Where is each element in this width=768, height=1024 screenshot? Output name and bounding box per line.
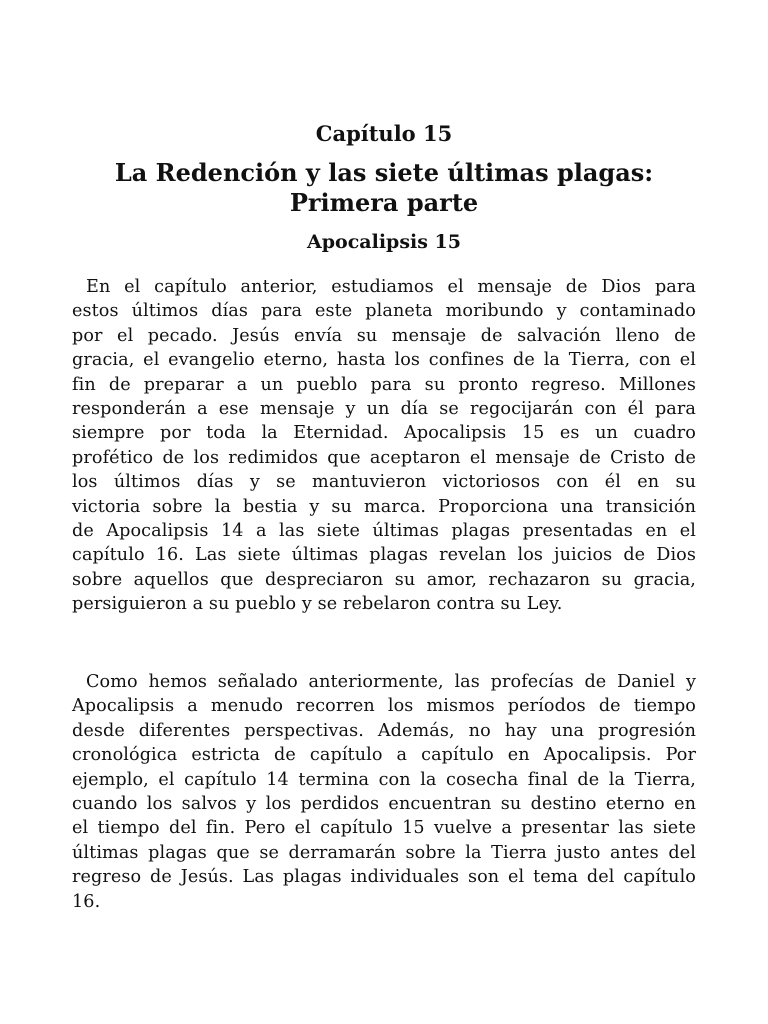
chapter-subtitle: Apocalipsis 15 bbox=[307, 231, 461, 253]
paragraph-line: gracia, el evangelio eterno, hasta los confines de la Tierra, con el bbox=[72, 350, 696, 371]
paragraph-line: 16. bbox=[72, 891, 101, 912]
paragraph-line: de Apocalipsis 14 a las siete últimas plagas presentadas en el bbox=[72, 521, 696, 542]
chapter-title-line: La Redención y las siete últimas plagas: bbox=[114, 158, 654, 187]
paragraph bbox=[72, 670, 696, 914]
paragraph-line: siempre por toda la Eternidad. Apocalipsis 15 es un cuadro bbox=[72, 423, 696, 444]
paragraph-line: cronológica estricta de capítulo a capítulo en Apocalipsis. Por bbox=[72, 745, 696, 766]
paragraph-line: sobre aquellos que despreciaron su amor, rechazaron su gracia, bbox=[72, 569, 696, 590]
paragraph-line: ejemplo, el capítulo 14 termina con la cosecha final de la Tierra, bbox=[72, 769, 696, 790]
paragraph-line: persiguieron a su pueblo y se rebelaron contra su Ley. bbox=[72, 594, 563, 615]
paragraph-line: últimas plagas que se derramarán sobre la Tierra justo antes del bbox=[72, 842, 696, 863]
paragraph-line: el tiempo del fin. Pero el capítulo 15 vuelve a presentar las siete bbox=[72, 818, 696, 839]
paragraph-line: En el capítulo anterior, estudiamos el mensaje de Dios para bbox=[86, 277, 696, 297]
paragraph-line: capítulo 16. Las siete últimas plagas revelan los juicios de Dios bbox=[72, 545, 696, 566]
paragraph-line: responderán a ese mensaje y un día se regocijarán con él para bbox=[72, 399, 696, 420]
chapter-title-line: Primera parte bbox=[289, 188, 479, 217]
paragraph-line: victoria sobre la bestia y su marca. Proporciona una transición bbox=[72, 496, 696, 517]
paragraph-line: fin de preparar a un pueblo para su pronto regreso. Millones bbox=[72, 374, 696, 395]
paragraph-line: los últimos días y se mantuvieron victoriosos con él en su bbox=[72, 472, 696, 493]
paragraph-line: profético de los redimidos que aceptaron el mensaje de Cristo de bbox=[72, 447, 696, 468]
paragraph-line: desde diferentes perspectivas. Además, no hay una progresión bbox=[72, 720, 696, 741]
paragraph-line: Como hemos señalado anteriormente, las profecías de Daniel y bbox=[86, 672, 696, 692]
chapter-label: Capítulo 15 bbox=[315, 121, 453, 146]
chapter-title bbox=[72, 158, 696, 218]
paragraph-line: estos últimos días para este planeta moribundo y contaminado bbox=[72, 301, 696, 322]
paragraph-line: regreso de Jesús. Las plagas individuales son el tema del capítulo bbox=[72, 867, 696, 888]
paragraph-line: cuando los salvos y los perdidos encuentran su destino eterno en bbox=[72, 794, 696, 815]
paragraph bbox=[72, 275, 696, 617]
paragraph-line: por el pecado. Jesús envía su mensaje de salvación lleno de bbox=[72, 325, 696, 346]
book-page bbox=[72, 0, 696, 1024]
paragraph-line: Apocalipsis a menudo recorren los mismos períodos de tiempo bbox=[72, 696, 696, 717]
